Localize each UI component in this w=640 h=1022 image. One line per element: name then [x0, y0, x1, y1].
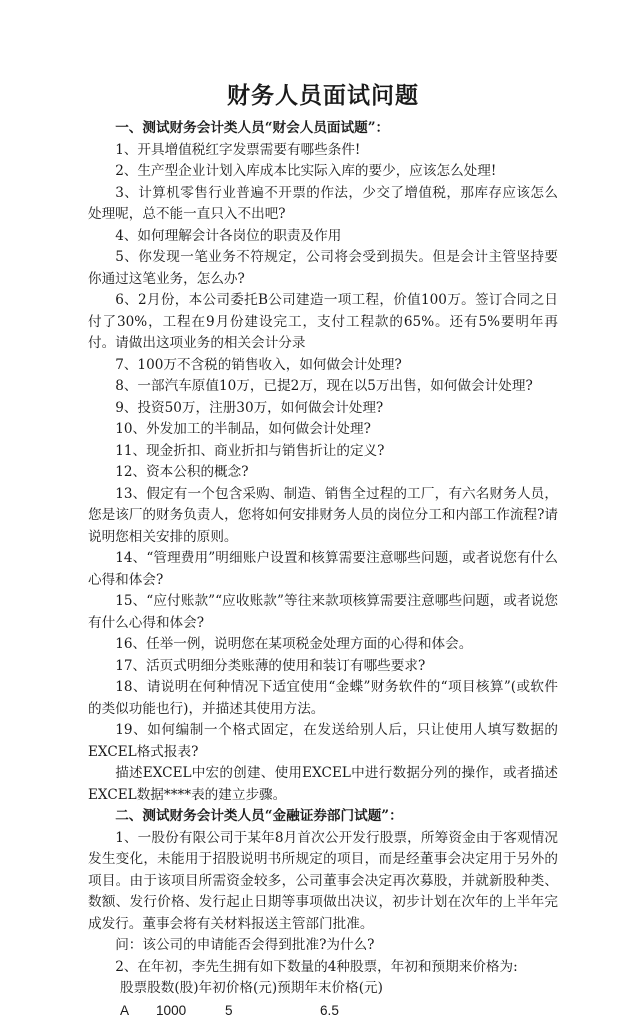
question-paragraph: 13、假定有一个包含采购、制造、销售全过程的工厂，有六名财务人员，您是该厂的财务负责人，您将如何安排财务人员的岗位分工和内部工作流程?请说明您相关安排的原则。 [88, 485, 558, 545]
question-paragraph: 11、现金折扣、商业折扣与销售折让的定义? [115, 442, 385, 459]
document-title: 财务人员面试问题 [227, 82, 419, 109]
stock-code-cell: A [120, 1003, 130, 1018]
question-paragraph: 1、开具增值税红字发票需要有哪些条件! [115, 141, 361, 158]
question-paragraph: 14、“管理费用”明细账户设置和核算需要注意哪些问题，或者说您有什么心得和体会? [88, 550, 558, 588]
shares-cell: 1000 [156, 1003, 187, 1018]
question-paragraph: 问：该公司的申请能否会得到批准?为什么? [115, 937, 375, 953]
question-paragraph: 4、如何理解会计各岗位的职责及作用 [115, 227, 342, 244]
section-heading: 二、测试财务会计类人员“金融证券部门试题”： [115, 808, 403, 824]
question-paragraph: 15、“应付账款”“应收账款”等往来款项核算需要注意哪些问题，或者说您有什么心得和体会? [88, 593, 558, 631]
question-paragraph: 描述EXCEL中宏的创建、使用EXCEL中进行数据分列的操作，或者描述EXCEL数据****表的建立步骤。 [88, 765, 558, 803]
section-heading: 一、测试财务会计类人员“财会人员面试题”： [115, 120, 390, 136]
question-paragraph: 18、请说明在何种情况下适宜使用“金蝶”财务软件的“项目核算”(或软件的类似功能也行)，并描述其使用方法。 [88, 679, 558, 717]
question-paragraph: 3、计算机零售行业普遍不开票的作法，少交了增值税，那库存应该怎么处理呢，总不能一直只入不出吧? [88, 184, 558, 222]
question-paragraph: 7、100万不含税的销售收入，如何做会计处理? [115, 356, 402, 373]
stock-table-header: 股票股数(股)年初价格(元)预期年末价格(元) [120, 980, 383, 996]
question-paragraph: 10、外发加工的半制品，如何做会计处理? [115, 421, 371, 437]
question-paragraph: 6、2月份，本公司委托B公司建造一项工程，价值100万。签订合同之日付了30%，工程在9月份建设完工，支付工程款的65%。还有5%要明年再付。请做出这项业务的相关会计分录 [88, 292, 558, 351]
question-paragraph: 2、在年初，李先生拥有如下数量的4种股票，年初和预期来价格为: [115, 958, 518, 975]
document-body [88, 118, 558, 978]
question-paragraph: 2、生产型企业计划入库成本比实际入库的要少，应该怎么处理! [115, 163, 497, 179]
question-paragraph: 9、投资50万，注册30万，如何做会计处理? [115, 399, 384, 416]
document-page [88, 76, 558, 1022]
question-paragraph: 5、你发现一笔业务不符规定，公司将会受到损失。但是会计主管坚持要你通过这笔业务，怎么办? [88, 249, 558, 287]
question-paragraph: 12、资本公积的概念? [115, 464, 249, 480]
question-paragraph: 1、一股份有限公司于某年8月首次公开发行股票，所筹资金由于客观情况发生变化，未能用于招股说明书所规定的项目，而是经董事会决定用于另外的项目。由于该项目所需资金较多，公司董事会决定再次募股，并就新股种类、数额、发行价格、发行起止日期等事项做出决议，初步计划在次年的上半年完成发行。董事会将有关材料报送主管部门批准。 [88, 829, 558, 932]
question-paragraph: 8、一部汽车原值10万，已提2万，现在以5万出售，如何做会计处理? [115, 378, 533, 394]
start-price-cell: 5 [225, 1003, 233, 1018]
question-paragraph: 16、任举一例，说明您在某项税金处理方面的心得和体会。 [115, 636, 473, 652]
table-row [88, 1000, 558, 1022]
question-paragraph: 19、如何编制一个格式固定，在发送给别人后，只让使用人填写数据的EXCEL格式报表? [88, 722, 558, 760]
stock-table [88, 1000, 558, 1022]
question-paragraph: 17、活页式明细分类账薄的使用和装订有哪些要求? [115, 657, 426, 674]
end-price-cell: 6.5 [320, 1003, 339, 1018]
